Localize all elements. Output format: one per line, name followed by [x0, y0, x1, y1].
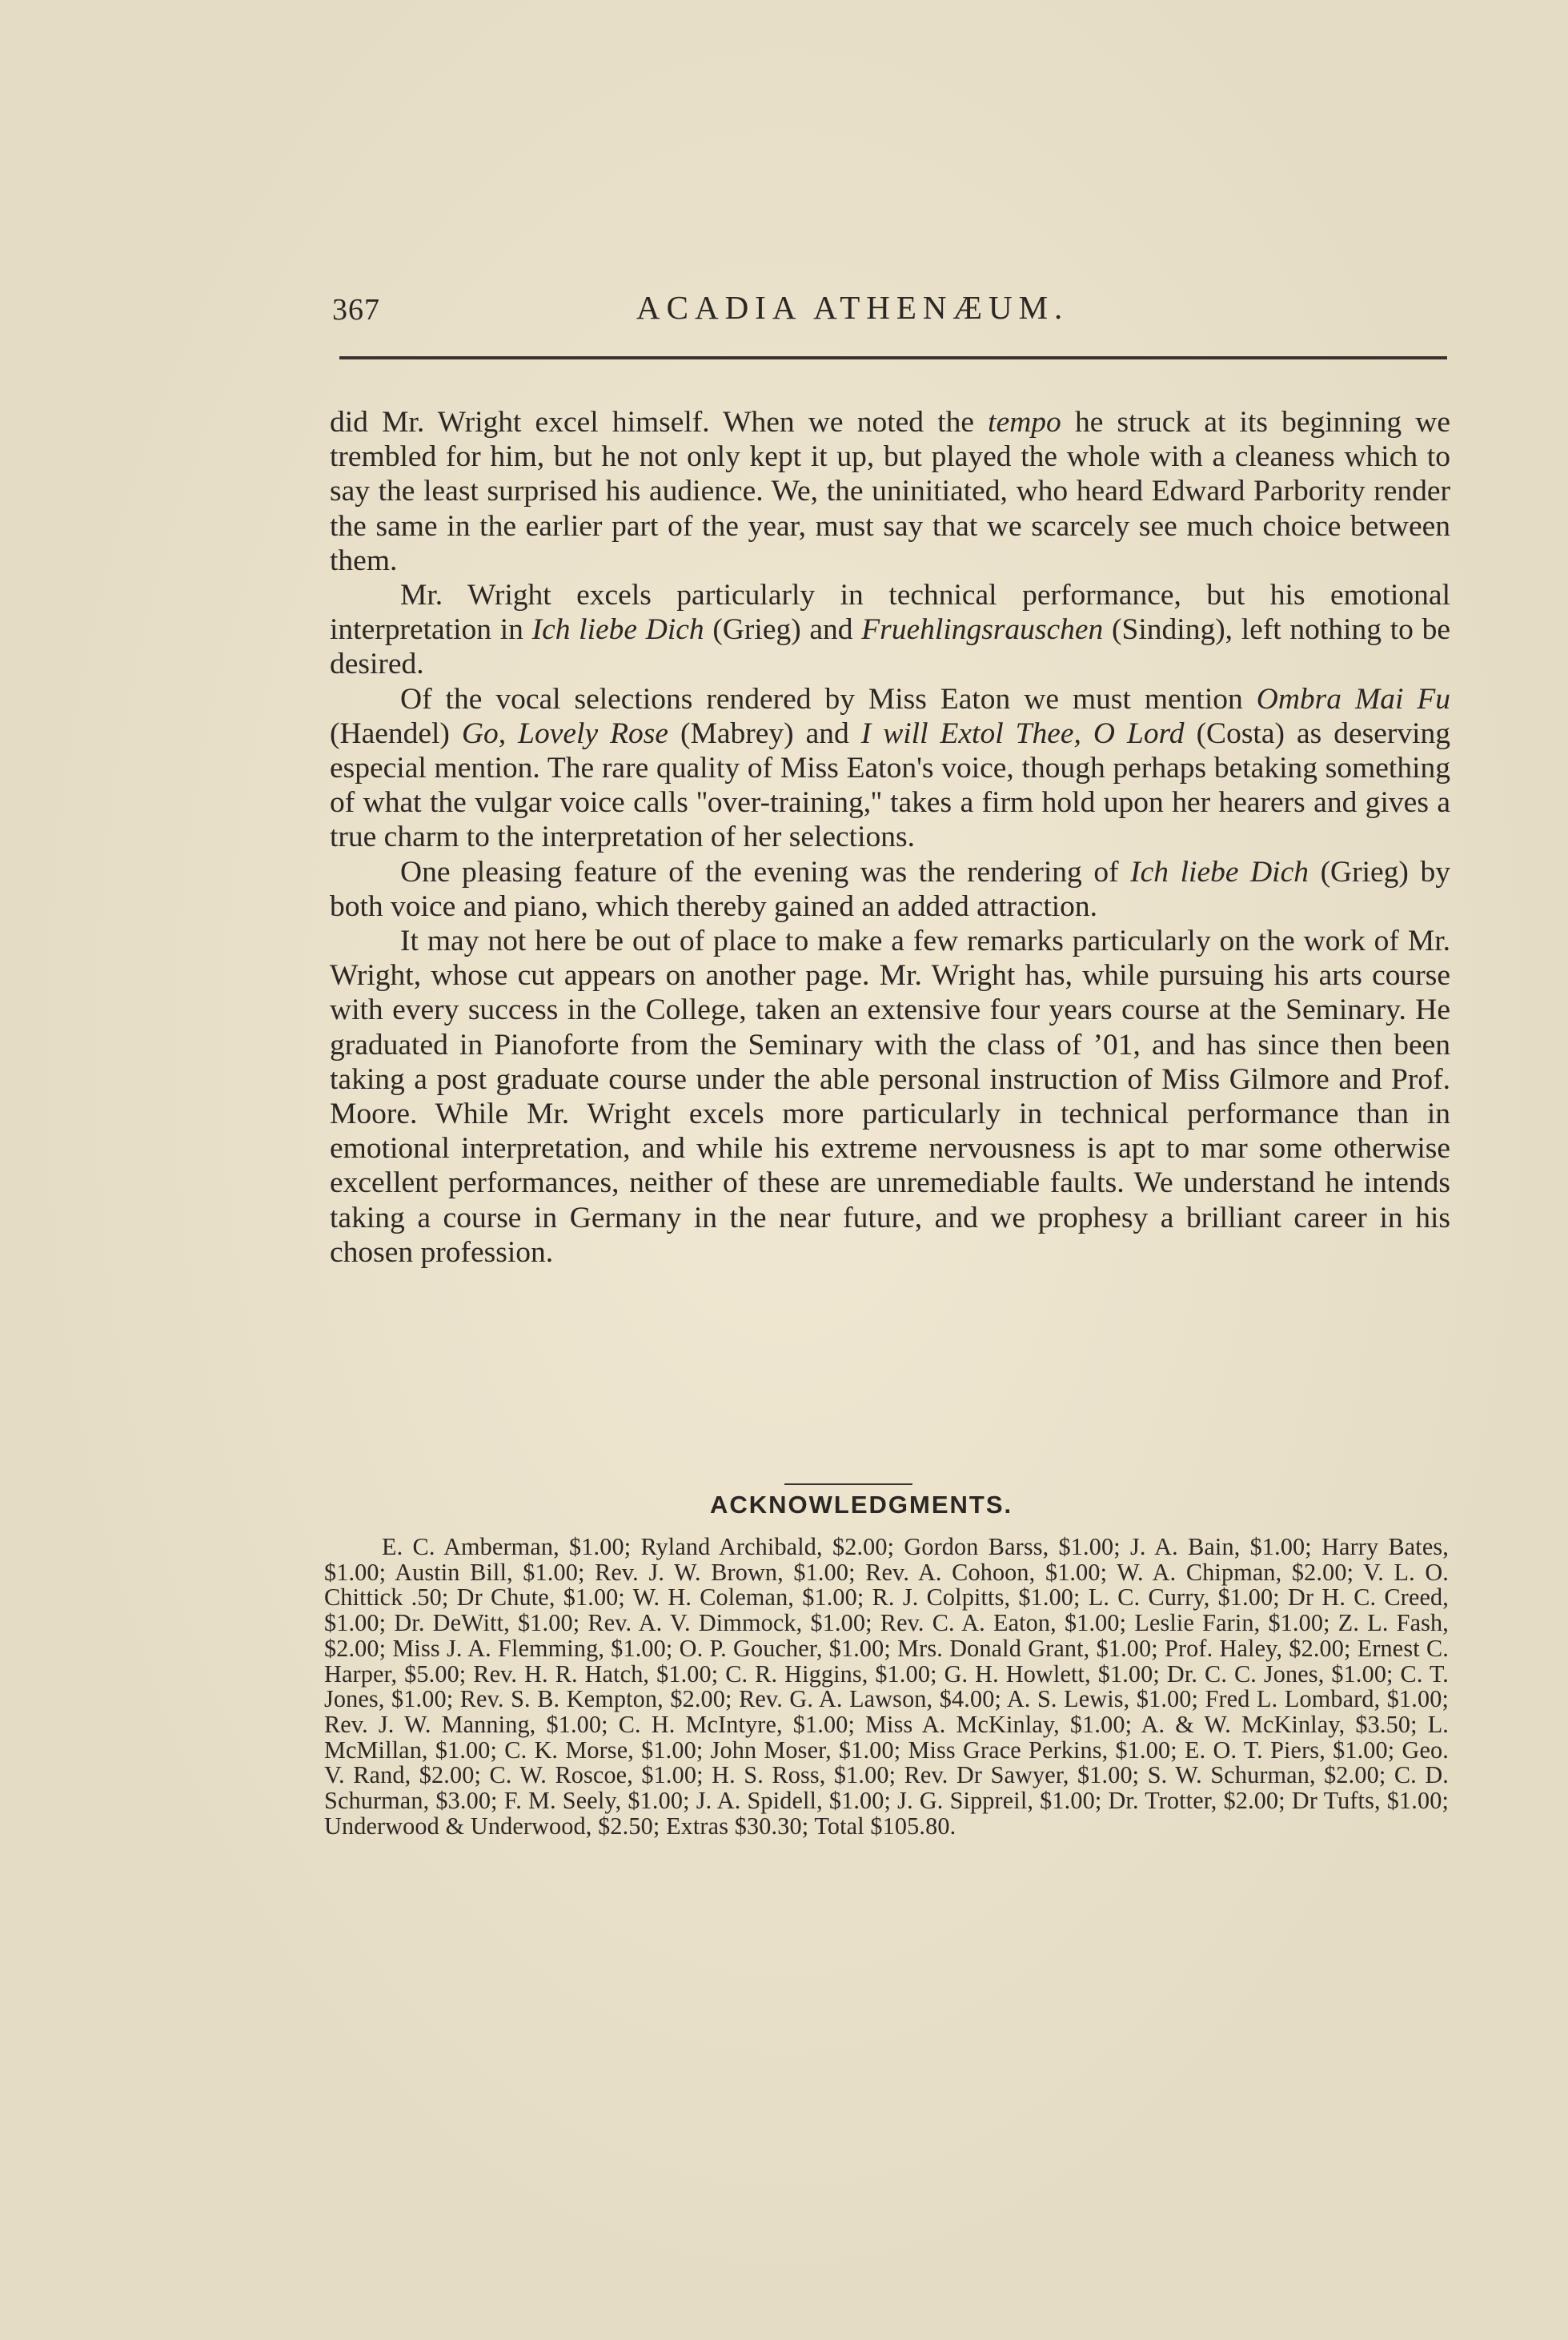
article-paragraph-2	[330, 578, 1450, 682]
article-body	[330, 405, 1450, 1270]
article-paragraph-2-text-3: (Sinding), left nothing to be desired.	[330, 613, 1450, 681]
page-header	[332, 288, 1449, 332]
go-lovely-rose-title: Go, Lovely Rose	[461, 716, 668, 750]
article-paragraph-3-text-1: Of the vocal selections rendered by Miss Eaton we must mention	[400, 682, 1257, 716]
acknowledgments-list: E. C. Amberman, $1.00; Ryland Archibald, $2.00; Gordon Barss, $1.00; J. A. Bain, $1.00; Harry Bates, $1.00; Austin Bill, $1.00; Rev. J. W. Brown, $1.00; Rev. A. Cohoon, $1.00; W. A. Chipman, $2.00; V. L. O. Chittick .50; Dr Chute, $1.00; W. H. Coleman, $1.00; R. J. Colpitts, $1.00; L. C. Curry, $1.00; Dr H. C. Creed, $1.00; Dr. DeWitt, $1.00; Rev. A. V. Dimmock, $1.00; Rev. C. A. Eaton, $1.00; Leslie Farin, $1.00; Z. L. Fash, $2.00; Miss J. A. Flemming, $1.00; O. P. Goucher, $1.00; Mrs. Donald Grant, $1.00; Prof. Haley, $2.00; Ernest C. Harper, $5.00; Rev. H. R. Hatch, $1.00; C. R. Higgins, $1.00; G. H. Howlett, $1.00; Dr. C. C. Jones, $1.00; C. T. Jones, $1.00; Rev. S. B. Kempton, $2.00; Rev. G. A. Lawson, $4.00; A. S. Lewis, $1.00; Fred L. Lombard, $1.00; Rev. J. W. Manning, $1.00; C. H. McIntyre, $1.00; Miss A. McKinlay, $1.00; A. & W. McKinlay, $3.50; L. McMillan, $1.00; C. K. Morse, $1.00; John Moser, $1.00; Miss Grace Perkins, $1.00; E. O. T. Piers, $1.00; Geo. V. Rand, $2.00; C. W. Roscoe, $1.00; H. S. Ross, $1.00; Rev. Dr Sawyer, $1.00; S. W. Schurman, $2.00; C. D. Schurman, $3.00; F. M. Seely, $1.00; J. A. Spidell, $1.00; J. G. Sippreil, $1.00; Dr. Trotter, $2.00; Dr Tufts, $1.00; Underwood & Underwood, $2.50; Extras $30.30; Total $105.80.	[324, 1533, 1449, 1840]
article-paragraph-3-text-2: (Haendel)	[330, 716, 462, 750]
article-paragraph-3	[330, 682, 1450, 855]
fruehlingsrauschen-title: Fruehlingsrauschen	[861, 613, 1104, 647]
ich-liebe-dich-title-repeat: Ich liebe Dich	[1130, 855, 1309, 889]
tempo-term: tempo	[988, 406, 1061, 439]
acknowledgments-rule	[784, 1483, 912, 1485]
ombra-mai-fu-title: Ombra Mai Fu	[1256, 682, 1450, 716]
article-paragraph-4-text-2: (Grieg) by both voice and piano, which thereby gained an added attraction.	[330, 855, 1451, 923]
article-paragraph-5	[330, 924, 1450, 1270]
header-rule	[339, 356, 1447, 359]
article-paragraph-5-text: It may not here be out of place to make a few remarks particularly on the work of Mr. Wright, whose cut appears on another page. Mr. Wright has, while pursuing his arts course with every success in the College, taken an extensive four years course at the Seminary. He graduated in Pianoforte from the Seminary with the class of ’01, and has since then been taking a post graduate course under the able personal instruction of Miss Gilmore and Prof. Moore. While Mr. Wright excels more particularly in technical performance than in emotional interpretation, and while his extreme nervousness is apt to mar some otherwise excellent performances, neither of these are unremediable faults. We understand he intends taking a course in Germany in the near future, and we prophesy a brilliant career in his chosen profession.	[330, 925, 1450, 1269]
article-paragraph-3-text-3: (Mabrey) and	[668, 716, 861, 750]
article-paragraph-4	[330, 855, 1450, 924]
ich-liebe-dich-title: Ich liebe Dich	[531, 613, 704, 647]
acknowledgments-heading: ACKNOWLEDGMENTS.	[710, 1491, 1013, 1519]
article-paragraph-2-text-1: Mr. Wright excels particularly in technical performance, but his emotional interpretation in	[330, 579, 1450, 647]
article-paragraph-1-text-1: did Mr. Wright excel himself. When we noted the	[330, 406, 989, 439]
article-paragraph-1	[330, 405, 1450, 578]
article-paragraph-2-text-2: (Grieg) and	[704, 613, 862, 647]
article-paragraph-4-text-1: One pleasing feature of the evening was the rendering of	[400, 855, 1131, 889]
i-will-extol-thee-title: I will Extol Thee, O Lord	[860, 716, 1185, 750]
page-number: 367	[332, 293, 380, 327]
running-title: ACADIA ATHENÆUM.	[636, 289, 1069, 326]
article-paragraph-3-text-4: (Costa) as deserving especial mention. The rare quality of Miss Eaton's voice, though perhaps betaking something of what the vulgar voice calls ''over-training,'' takes a firm hold upon her hearers and gives a true charm to the interpretation of her selections.	[330, 716, 1450, 854]
article-paragraph-1-text-2: he struck at its beginning we trembled for him, but he not only kept it up, but played the whole with a cleaness which to say the least surprised his audience. We, the uninitiated, who heard Edward Parbority render the same in the earlier part of the year, must say that we scarcely see much choice between them.	[330, 406, 1450, 577]
